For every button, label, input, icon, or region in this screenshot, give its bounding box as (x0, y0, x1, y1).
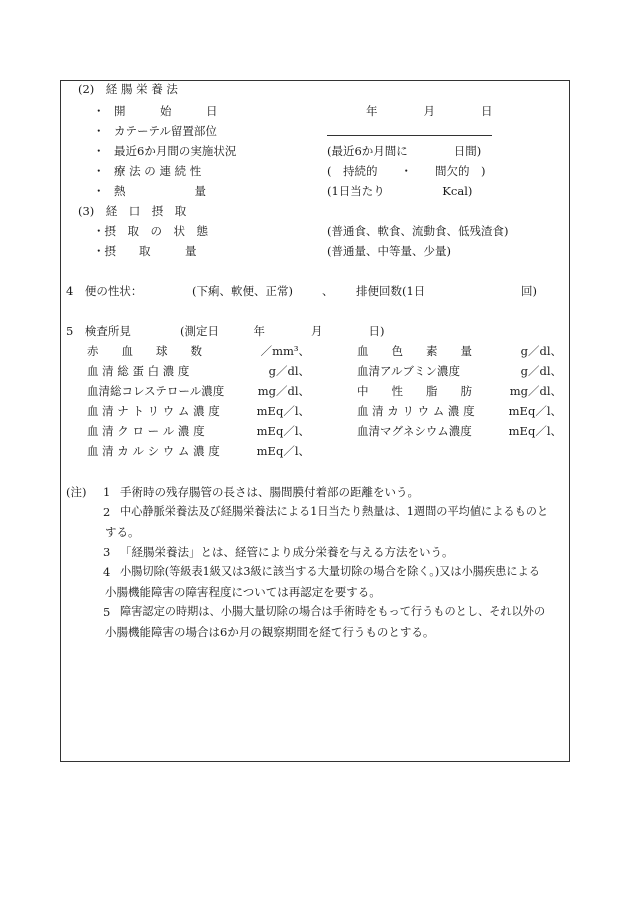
bullet: ・ (93, 144, 105, 158)
note-text: 「経腸栄養法」とは、経管により成分栄養を与える方法をいう。 (120, 545, 454, 559)
section-5-title: 5 検査所見 (66, 324, 131, 338)
section-3-title: (3) 経 口 摂 取 (78, 204, 187, 218)
start-date-label: 開 始 日 (114, 104, 218, 118)
separator: 、 (322, 284, 334, 298)
lab-label: 血清アルブミン濃度 (357, 364, 461, 378)
calories-field[interactable]: (1日当たり Kcal) (327, 184, 473, 198)
lab-label: 血 清 総 蛋 白 濃 度 (87, 364, 190, 378)
lab-unit[interactable]: mEq／l、 (508, 404, 562, 418)
note-number: 4 (103, 565, 111, 579)
continuity-label: 療 法 の 連 続 性 (114, 164, 202, 178)
bullet: ・ (93, 164, 105, 178)
lab-unit[interactable]: g／dl、 (520, 364, 562, 378)
lab-unit[interactable]: mg／dl、 (509, 384, 562, 398)
catheter-site-field[interactable] (327, 135, 492, 136)
note-text: 小腸機能障害の場合は6か月の観察期間を経て行うものとする。 (105, 625, 435, 639)
lab-unit[interactable]: g／dl、 (268, 364, 310, 378)
form-frame (60, 80, 570, 762)
section-2-title: (2) 経 腸 栄 養 法 (78, 82, 178, 96)
bullet: ・ (93, 104, 105, 118)
note-text: する。 (105, 525, 140, 539)
lab-label: 血清マグネシウム濃度 (357, 424, 472, 438)
note-number: 5 (103, 605, 111, 619)
note-text: 小腸機能障害の障害程度については再認定を要する。 (105, 585, 381, 599)
note-text: 手術時の残存腸管の長さは、腸間膜付着部の距離をいう。 (120, 485, 419, 499)
lab-label: 血 清 ク ロ ー ル 濃 度 (87, 424, 205, 438)
note-number: 1 (103, 485, 111, 499)
lab-label: 血 色 素 量 (357, 344, 472, 358)
lab-label: 血 清 ナ ト リ ウ ム 濃 度 (87, 404, 220, 418)
notes-prefix: (注) (66, 485, 87, 499)
bullet: ・ (93, 124, 105, 138)
defecation-count-label: 排便回数(1日 (356, 284, 426, 298)
lab-unit[interactable]: mEq／l、 (508, 424, 562, 438)
note-number: 2 (103, 505, 111, 519)
lab-unit[interactable]: ／mm³、 (260, 344, 310, 358)
intake-state-label: ・摂 取 の 状 態 (93, 224, 208, 238)
note-number: 3 (103, 545, 111, 559)
stool-options[interactable]: (下痢、軟便、正常) (192, 284, 293, 298)
lab-unit[interactable]: mEq／l、 (256, 404, 310, 418)
intake-state-options[interactable]: (普通食、軟食、流動食、低残渣食) (327, 224, 509, 238)
lab-unit[interactable]: g／dl、 (520, 344, 562, 358)
continuity-options[interactable]: ( 持続的 ・ 間欠的 ) (327, 164, 486, 178)
intake-amount-options[interactable]: (普通量、中等量、少量) (327, 244, 451, 258)
lab-label: 赤 血 球 数 (87, 344, 202, 358)
recent-usage-label: 最近6か月間の実施状況 (114, 144, 237, 158)
catheter-site-label: カテーテル留置部位 (114, 124, 217, 138)
lab-label: 血 清 カ ル シ ウ ム 濃 度 (87, 444, 220, 458)
start-date-field[interactable]: 年 月 日 (366, 104, 493, 118)
lab-label: 中 性 脂 肪 (357, 384, 472, 398)
calories-label: 熱 量 (114, 184, 206, 198)
note-text: 障害認定の時期は、小腸大量切除の場合は手術時をもって行うものとし、それ以外の (120, 605, 546, 618)
lab-unit[interactable]: mEq／l、 (256, 444, 310, 458)
stool-label: 4 便の性状： (66, 284, 143, 298)
note-text: 中心静脈栄養法及び経腸栄養法による1日当たり熱量は、1週間の平均値によるものと (120, 505, 549, 518)
lab-label: 血清総コレステロール濃度 (87, 384, 225, 398)
recent-usage-field[interactable]: (最近6か月間に 日間) (327, 144, 482, 158)
measurement-date-field[interactable]: (測定日 年 月 日) (180, 324, 385, 338)
defecation-count-unit: 回) (521, 284, 537, 298)
lab-label: 血 清 カ リ ウ ム 濃 度 (357, 404, 475, 418)
lab-unit[interactable]: mg／dl、 (257, 384, 310, 398)
lab-unit[interactable]: mEq／l、 (256, 424, 310, 438)
bullet: ・ (93, 184, 105, 198)
intake-amount-label: ・摂 取 量 (93, 244, 197, 258)
note-text: 小腸切除(等級表1級又は3級に該当する大量切除の場合を除く。)又は小腸疾患による (120, 565, 540, 578)
